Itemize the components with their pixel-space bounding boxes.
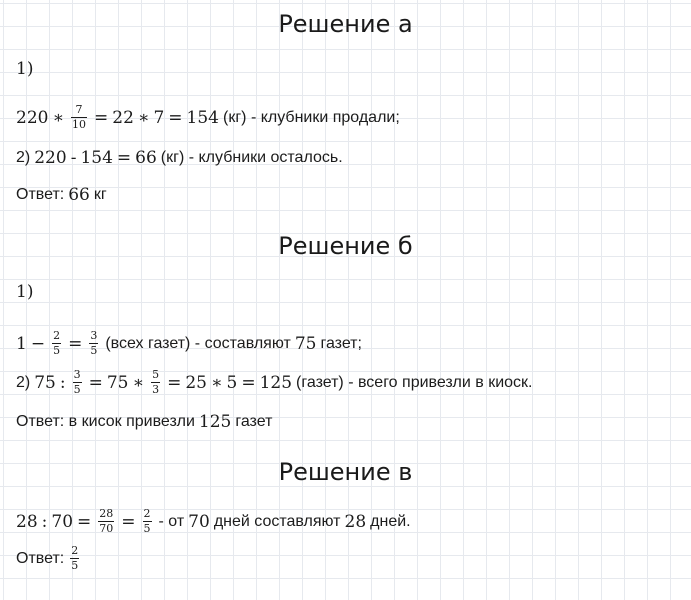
fraction-3-5: $\frac{3}{5}$ [90, 329, 98, 357]
answer-c: Ответ: $\frac{2}{5}$ [16, 544, 79, 572]
equation-c1: 28 : 70 = $\frac{28}{70}$ = $\frac{2}{5}$ - от 70 дней составляют 28 дней. [16, 507, 411, 535]
step-a1-label: 1) [16, 59, 34, 79]
step-b1-label: 1) [16, 282, 34, 302]
answer-b: Ответ: в кисок привезли 125 газет [16, 412, 273, 432]
fraction-28-70: $\frac{28}{70}$ [99, 507, 114, 535]
equation-b1: 1 − $\frac{2}{5}$ = $\frac{3}{5}$ (всех газет) - составляют 75 газет; [16, 329, 362, 357]
fraction-7-10: $\frac{7}{10}$ [72, 103, 87, 131]
heading-solution-a: Решение а [278, 10, 413, 38]
answer-a: Ответ: 66 кг [16, 185, 107, 205]
equation-a1: 220 ∗ $\frac{7}{10}$ = 22 ∗ 7 = 154 (кг) - клубники продали; [16, 103, 400, 131]
fraction-2-5: $\frac{2}{5}$ [53, 329, 61, 357]
heading-solution-b: Решение б [278, 232, 413, 260]
fraction-2-5c: $\frac{2}{5}$ [143, 507, 151, 535]
equation-a2: 2) 220 - 154 = 66 (кг) - клубники осталось. [16, 148, 343, 168]
fraction-3-5b: $\frac{3}{5}$ [73, 368, 81, 396]
answer-fraction-2-5: $\frac{2}{5}$ [71, 544, 79, 572]
fraction-5-3: $\frac{5}{3}$ [152, 368, 160, 396]
heading-solution-c: Решение в [278, 458, 413, 486]
equation-b2: 2) 75 : $\frac{3}{5}$ = 75 ∗ $\frac{5}{3}$ = 25 ∗ 5 = 125 (газет) - всего привезли в киоск. [16, 368, 533, 396]
